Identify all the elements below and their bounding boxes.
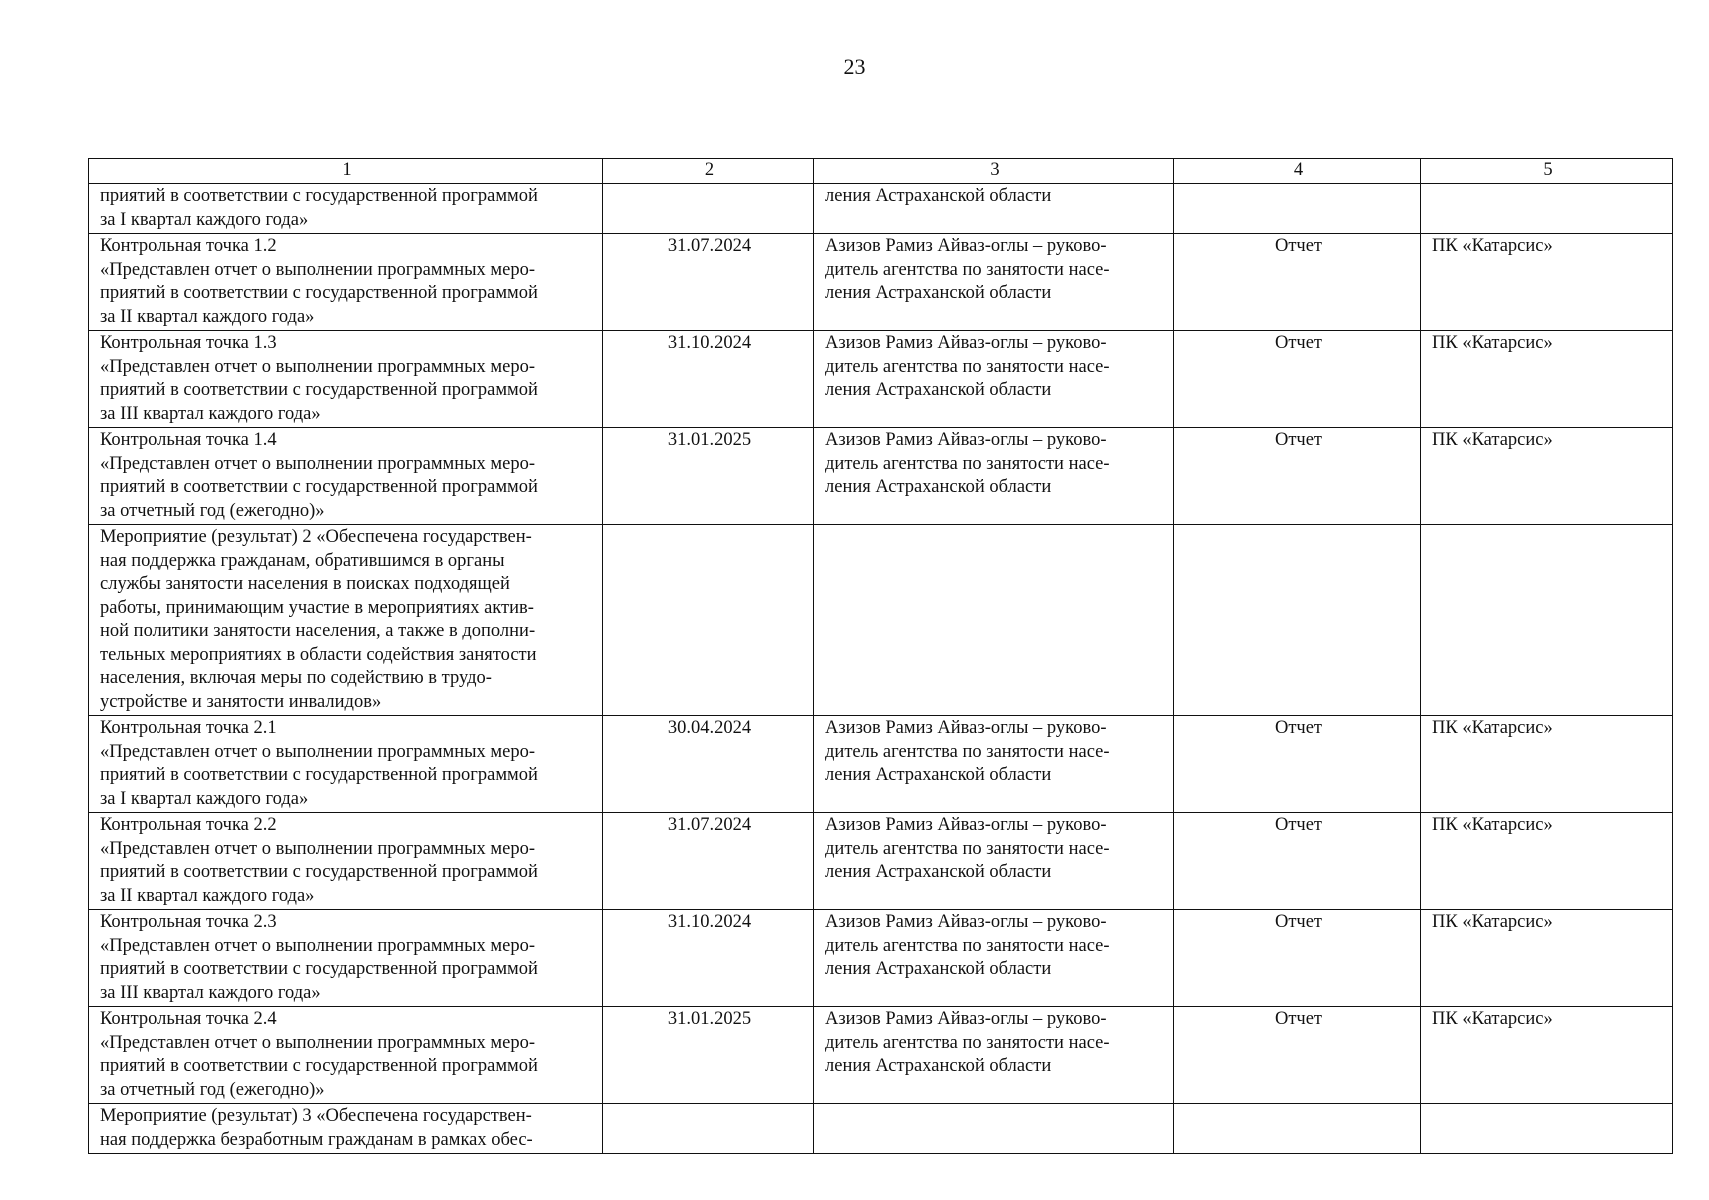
event-description-cell: приятий в соответствии с государственной программой за I квартал каждого года» [89,184,603,234]
deadline-cell [603,525,814,716]
deadline-cell: 30.04.2024 [603,716,814,813]
document-type-cell: Отчет [1174,428,1421,525]
deadline-cell: 31.01.2025 [603,1007,814,1104]
event-description-cell: Контрольная точка 2.1 «Представлен отчет о выполнении программных меро- приятий в соответствии с государственной программой за I квартал каждого года» [89,716,603,813]
deadline-cell [603,1104,814,1154]
document-type-cell: Отчет [1174,813,1421,910]
responsible-cell [814,1104,1174,1154]
document-type-cell: Отчет [1174,1007,1421,1104]
responsible-cell: Азизов Рамиз Айваз-оглы – руково- дитель агентства по занятости насе- ления Астраханской области [814,716,1174,813]
column-header-3: 3 [814,159,1174,184]
responsible-cell: Азизов Рамиз Айваз-оглы – руково- дитель агентства по занятости насе- ления Астраханской области [814,428,1174,525]
event-description-cell: Контрольная точка 2.3 «Представлен отчет о выполнении программных меро- приятий в соответствии с государственной программой за III квартал каждого года» [89,910,603,1007]
info-system-cell: ПК «Катарсис» [1421,716,1673,813]
document-type-cell [1174,525,1421,716]
document-type-cell [1174,184,1421,234]
deadline-cell: 31.10.2024 [603,331,814,428]
deadline-cell: 31.07.2024 [603,813,814,910]
header-row [89,159,1673,184]
responsible-cell: Азизов Рамиз Айваз-оглы – руково- дитель агентства по занятости насе- ления Астраханской области [814,1007,1174,1104]
info-system-cell: ПК «Катарсис» [1421,1007,1673,1104]
event-description-cell: Мероприятие (результат) 2 «Обеспечена государствен- ная поддержка гражданам, обратившимся в органы службы занятости населения в поисках подходящей работы, принимающим участие в мероприятиях актив- ной политики занятости населения, а также в дополни- тельных мероприятиях в области содействия занятости населения, включая меры по содействию в трудо- устройстве и занятости инвалидов» [89,525,603,716]
document-type-cell: Отчет [1174,910,1421,1007]
deadline-cell [603,184,814,234]
page-number: 23 [843,54,866,79]
column-header-4: 4 [1174,159,1421,184]
table-row [89,331,1673,428]
info-system-cell: ПК «Катарсис» [1421,813,1673,910]
continuation-row [89,184,1673,234]
deadline-cell: 31.01.2025 [603,428,814,525]
event-description-cell: Контрольная точка 2.4 «Представлен отчет о выполнении программных меро- приятий в соответствии с государственной программой за отчетный год (ежегодно)» [89,1007,603,1104]
deadline-cell: 31.10.2024 [603,910,814,1007]
responsible-cell: ления Астраханской области [814,184,1174,234]
table-row [89,1007,1673,1104]
table-row [89,234,1673,331]
column-header-1: 1 [89,159,603,184]
event-description-cell: Контрольная точка 1.4 «Представлен отчет о выполнении программных меро- приятий в соответствии с государственной программой за отчетный год (ежегодно)» [89,428,603,525]
info-system-cell [1421,1104,1673,1154]
responsible-cell: Азизов Рамиз Айваз-оглы – руково- дитель агентства по занятости насе- ления Астраханской области [814,813,1174,910]
info-system-cell [1421,184,1673,234]
document-type-cell: Отчет [1174,716,1421,813]
responsible-cell: Азизов Рамиз Айваз-оглы – руково- дитель агентства по занятости насе- ления Астраханской области [814,910,1174,1007]
info-system-cell: ПК «Катарсис» [1421,428,1673,525]
info-system-cell: ПК «Катарсис» [1421,331,1673,428]
event-description-cell: Контрольная точка 1.3 «Представлен отчет о выполнении программных меро- приятий в соответствии с государственной программой за III квартал каждого года» [89,331,603,428]
deadline-cell: 31.07.2024 [603,234,814,331]
table-row [89,716,1673,813]
document-type-cell: Отчет [1174,331,1421,428]
event-description-cell: Контрольная точка 1.2 «Представлен отчет о выполнении программных меро- приятий в соответствии с государственной программой за II квартал каждого года» [89,234,603,331]
responsible-cell: Азизов Рамиз Айваз-оглы – руково- дитель агентства по занятости насе- ления Астраханской области [814,331,1174,428]
info-system-cell: ПК «Катарсис» [1421,234,1673,331]
info-system-cell: ПК «Катарсис» [1421,910,1673,1007]
column-header-5: 5 [1421,159,1673,184]
event-row [89,525,1673,716]
event-description-cell: Мероприятие (результат) 3 «Обеспечена государствен- ная поддержка безработным гражданам в рамках обес- [89,1104,603,1154]
plan-table [88,158,1673,1154]
table-row [89,428,1673,525]
info-system-cell [1421,525,1673,716]
event-description-cell: Контрольная точка 2.2 «Представлен отчет о выполнении программных меро- приятий в соответствии с государственной программой за II квартал каждого года» [89,813,603,910]
responsible-cell: Азизов Рамиз Айваз-оглы – руково- дитель агентства по занятости насе- ления Астраханской области [814,234,1174,331]
event-row [89,1104,1673,1154]
column-header-2: 2 [603,159,814,184]
responsible-cell [814,525,1174,716]
table-row [89,910,1673,1007]
document-type-cell: Отчет [1174,234,1421,331]
table-row [89,813,1673,910]
document-type-cell [1174,1104,1421,1154]
